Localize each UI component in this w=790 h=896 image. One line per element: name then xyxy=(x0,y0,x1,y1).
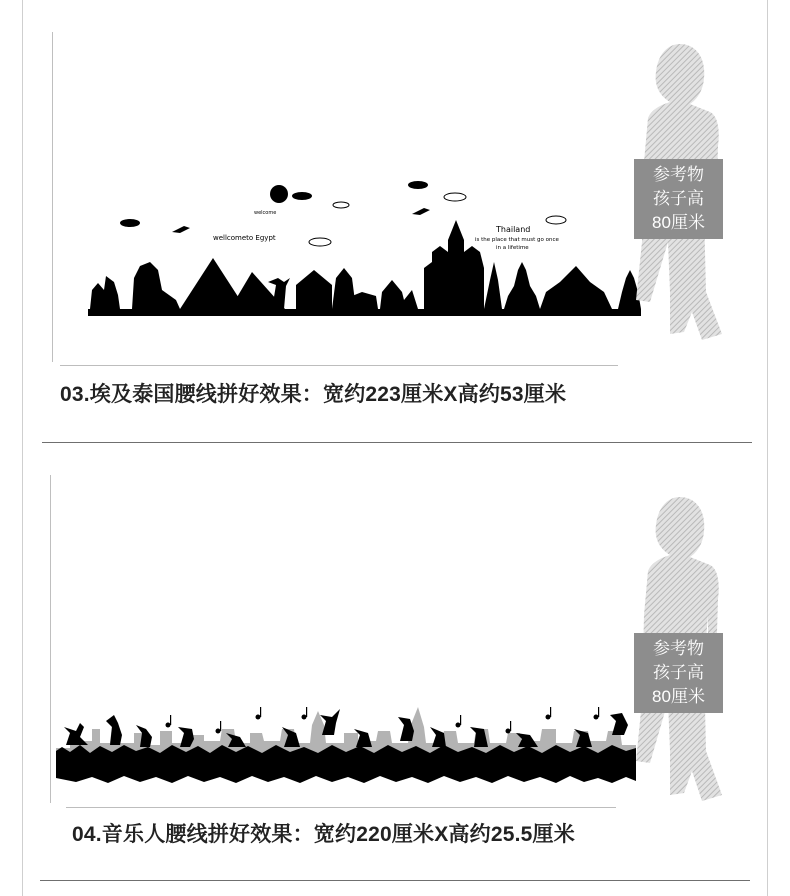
reference-label-line3: 80厘米 xyxy=(652,213,705,232)
thailand-title-text: Thailand xyxy=(496,225,531,234)
panel-egypt-thailand xyxy=(0,0,790,445)
egypt-sticker-text: wellcometo Egypt xyxy=(213,234,276,242)
panel-caption: 03.埃及泰国腰线拼好效果：宽约223厘米X高约53厘米 xyxy=(60,383,567,406)
panel-musicians xyxy=(0,445,790,896)
panel-caption: 04.音乐人腰线拼好效果：宽约220厘米X高约25.5厘米 xyxy=(72,823,575,846)
balloon-sticker-text: welcome xyxy=(254,210,277,216)
reference-label-line1: 参考物 xyxy=(653,165,704,184)
reference-label-box xyxy=(634,633,723,713)
reference-label-line1: 参考物 xyxy=(653,639,704,658)
reference-label-line3: 80厘米 xyxy=(652,687,705,706)
panel-separator xyxy=(40,880,750,881)
reference-label-box xyxy=(634,159,723,239)
reference-label-line2: 孩子高 xyxy=(653,189,704,208)
panel-separator xyxy=(42,442,752,443)
thailand-line1-text: is the place that must go once xyxy=(475,237,559,243)
reference-label-line2: 孩子高 xyxy=(653,663,704,682)
thailand-line2-text: in a lifetime xyxy=(496,245,529,251)
